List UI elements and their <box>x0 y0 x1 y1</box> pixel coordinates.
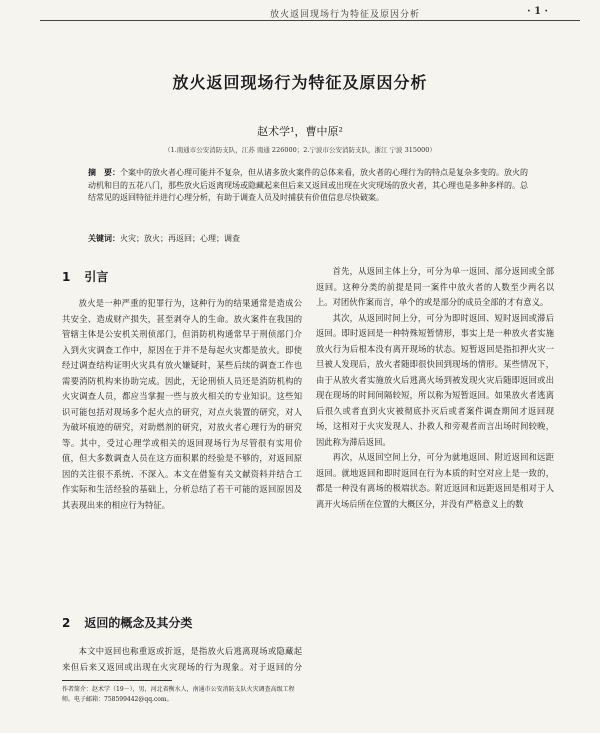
keywords-label: 关键词： <box>88 234 120 243</box>
abstract <box>88 167 528 205</box>
section-heading-1 <box>62 268 108 285</box>
paper-affiliation: （1.南通市公安消防支队，江苏 南通 226000；2.宁波市公安消防支队，浙江 宁波 315000） <box>164 146 436 154</box>
header-rule <box>40 20 580 21</box>
abstract-text: 个案中的放火者心理可能并不复杂，但从诸多放火案件的总体来看，放火者的心理行为的特点是复杂多变的。放火的动机和目的五花八门，那些放火后返离现场或隐藏起来但后来又返回或出现在火灾现场的放火者，其心理也是多种多样的。总结常见的返回特征并进行心理分析，有助于调查人员及时捕获有价值信息尽快破案。 <box>88 168 528 203</box>
left-column-body <box>62 296 302 631</box>
body-paragraph: 其次，从返回时间上分，可分为即时返回、短时返回或滞后返回。即时返回是一种特殊短暂情形，事实上是一种放火者实施放火行为后根本没有离开现场的状态。短暂返回是指扣押火灾一旦被人发现后，放火者随即很快回到现场的情形。某些情况下，由于从放火者实施放火后逃离火场到被发现火灾后随即返回或出现在现场的时间间隔较短，所以称为短暂返回。如果放火者逃离后很久或者直到火灾被彻底扑灭后或者案件调查期间才返回现场，这相对于火灾发现人、扑救人和旁观者而言出场时间较晚，因此称为滞后返回。 <box>316 312 554 447</box>
section-title: 返回的概念及其分类 <box>84 616 193 630</box>
page-number: · 1 · <box>527 6 548 17</box>
abstract-label: 摘 要： <box>88 168 120 177</box>
body-paragraph: 本文中返回也称重返或折返，是指放火后逃离现场或隐藏起来但后来又返回或出现在火灾现场的行为现象。对于返回的分 <box>62 646 302 672</box>
left-column-section2 <box>62 644 302 677</box>
section-number: 1 <box>62 270 71 284</box>
paper-title: 放火返回现场行为特征及原因分析 <box>172 73 428 92</box>
keywords-text: 火灾；放火；再返回；心理；调查 <box>120 234 240 243</box>
running-title: 放火返回现场行为特征及原因分析 <box>270 10 421 20</box>
paper-authors: 赵术学¹，曹中原² <box>257 125 343 138</box>
section-heading-2 <box>62 614 192 631</box>
right-column-body <box>316 264 554 726</box>
body-paragraph: 首先，从返回主体上分，可分为单一返回、部分返回或全部返回。这种分类的前提是同一案件中放火者的人数至少两名以上。对团伙作案而言，单个的或是部分的成员全部的才有意义。 <box>316 266 554 307</box>
footnote-rule <box>62 680 172 681</box>
footnote: 作者简介：赵术学（19－），男，河北省衡水人，南通市公安消防支队火灾调查高级工程师。电子邮箱：758599442@qq.com。 <box>62 686 295 703</box>
body-paragraph: 放火是一种严重的犯罪行为，这种行为的结果通常是造成公共安全、造成财产损失，甚至剥夺人的生命。放火案件在我国的管辖主体是公安机关刑侦部门，但消防机构通常早于刑侦部门介入到火灾调查工作中，原因在于并不是每起火灾都是放火。即使经过调查结构证明火灾具有放火嫌疑时，某些后续的调查工作也需要消防机构来协助完成。因此，无论刑侦人员还是消防机构的火灾调查人员，都应当掌握一些与放火相关的专业知识。这些知识可能包括对现场多个起火点的研究，对点火装置的研究，对人为破坏痕迹的研究，对助燃剂的研究，对放火者心理行为的研究等。其中，受过心理学或相关的返回现场行为尽管很有实用价值，但大多数调查人员在这方面积累的经验是不够的，对返回原因的关注很不系统、不深入。本文在借鉴有关文献资料并结合工作实际和生活经验的基础上，分析总结了若干可能的返回原因及其表现出来的相应行为特征。 <box>62 298 302 510</box>
section-title: 引言 <box>84 270 109 284</box>
body-paragraph: 再次，从返回空间上分，可分为就地返回、附近返回和远距返回。就地返回和即时返回在行为本质的时空对应上是一致的，都是一种没有离场的极端状态。附近返回和远距返回是相对于人离开火场后所在位置的大概区分，并没有严格意义上的数 <box>316 452 554 509</box>
keywords <box>88 233 528 244</box>
section-number: 2 <box>62 616 71 630</box>
